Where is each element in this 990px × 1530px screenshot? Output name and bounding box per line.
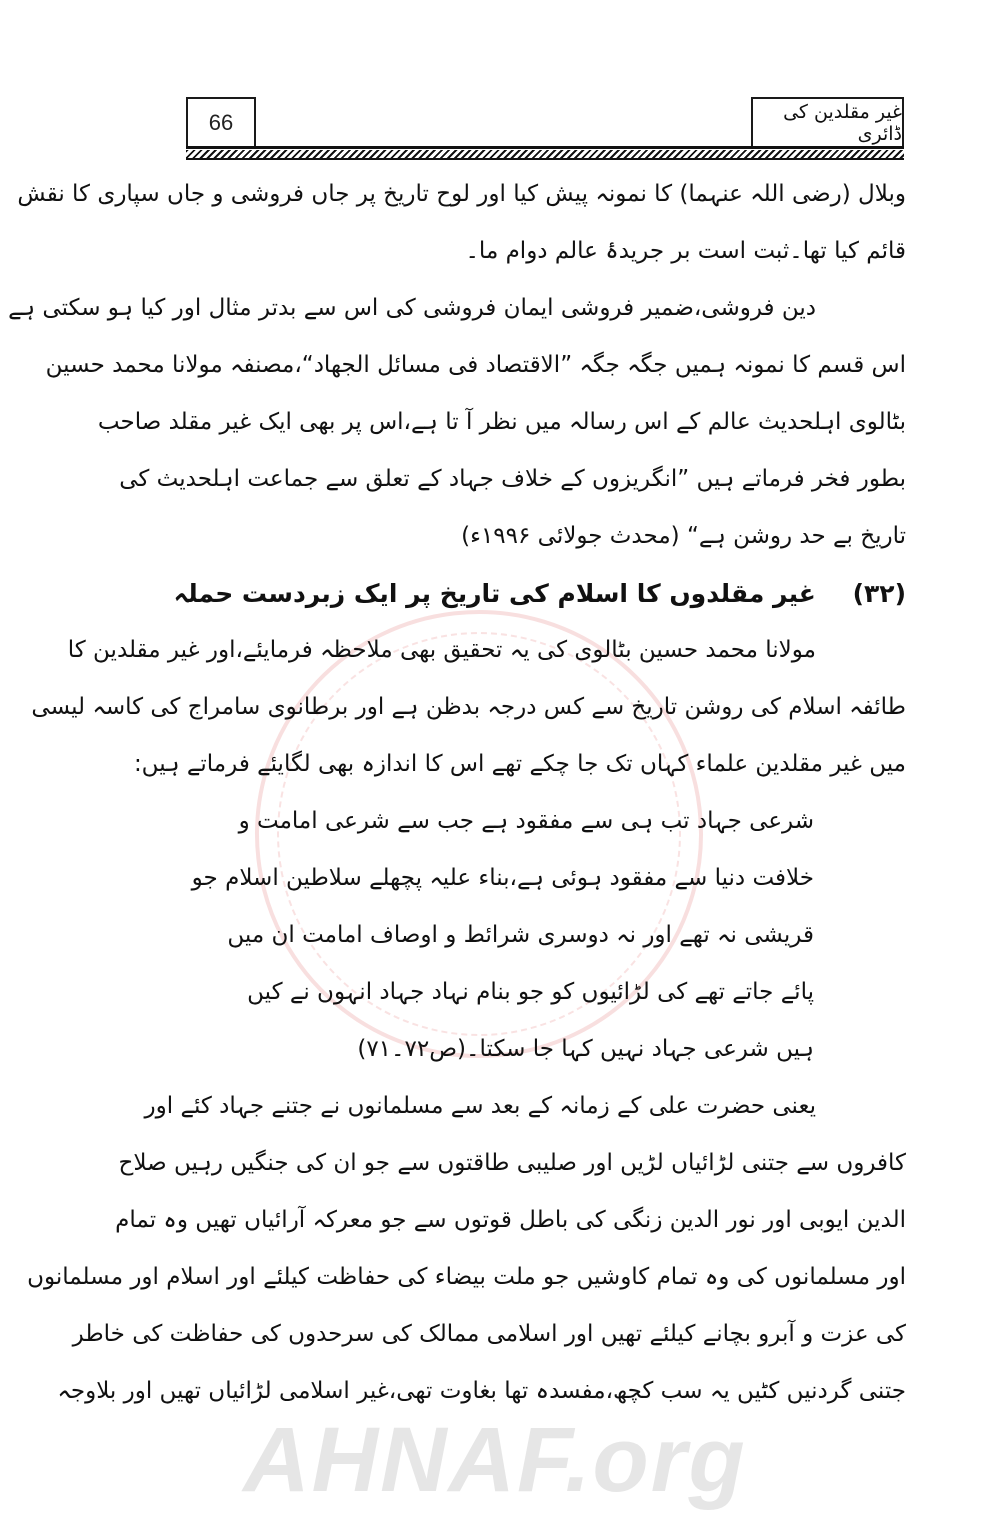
page-number: 66 [186,97,256,149]
text-line: کافروں سے جتنی لڑائیاں لڑیں اور صلیبی طاقتوں سے جو ان کی جنگیں رہیں صلاح [118,1150,906,1176]
text-line: الدین ایوبی اور نور الدین زنگی کی باطل قوتوں سے جو معرکہ آرائیاں تھیں وہ تمام [115,1207,906,1233]
text-line: وبلال (رضی اللہ عنہما) کا نمونہ پیش کیا اور لوح تاریخ پر جاں فروشی و جاں سپاری کا نقش [17,181,906,207]
quote-line: خلافت دنیا سے مفقود ہوئی ہے،بناء علیہ پچھلے سلاطین اسلام جو [191,865,814,891]
text-line: کی عزت و آبرو بچانے کیلئے تھیں اور اسلامی ممالک کی سرحدوں کی حفاظت کی خاطر [72,1321,906,1347]
section-title: غیر مقلدوں کا اسلام کی تاریخ پر ایک زبردست حملہ [173,579,816,608]
quote-line: شرعی جہاد تب ہی سے مفقود ہے جب سے شرعی امامت و [238,808,814,834]
text-line: قائم کیا تھا۔ثبت است بر جریدۂ عالم دوام ما۔ [465,238,906,264]
text-line: اس قسم کا نمونہ ہمیں جگہ جگہ ”الاقتصاد فی مسائل الجھاد“،مصنفہ مولانا محمد حسین [45,352,906,378]
text-line: میں غیر مقلدین علماء کہاں تک جا چکے تھے اس کا اندازہ بھی لگایئے فرماتے ہیں: [133,751,906,777]
text-line: مولانا محمد حسین بٹالوی کی یہ تحقیق بھی ملاحظہ فرمایئے،اور غیر مقلدین کا [67,637,816,663]
book-title: غیر مقلدین کی ڈائری [751,97,904,149]
body-text [8,166,906,1420]
text-line: بٹالوی اہلحدیث عالم کے اس رسالہ میں نظر آ تا ہے،اس پر بھی ایک غیر مقلد صاحب [97,409,906,435]
header-chain-border [186,150,904,158]
quote-line: ہیں شرعی جہاد نہیں کہا جا سکتا۔(ص۷۲۔۷۱) [357,1036,814,1062]
text-line: دین فروشی،ضمیر فروشی ایمان فروشی کی اس سے بدتر مثال اور کیا ہو سکتی ہے [8,295,816,321]
text-line: بطور فخر فرماتے ہیں ”انگریزوں کے خلاف جہاد کے تعلق سے جماعت اہلحدیث کی [119,466,906,492]
text-line: تاریخ بے حد روشن ہے“ (محدث جولائی ۱۹۹۶ء) [461,523,906,549]
site-watermark: AHNAF.org [243,1409,747,1511]
text-line: طائفہ اسلام کی روشن تاریخ سے کس درجہ بدظن ہے اور برطانوی سامراج کی کاسہ لیسی [31,694,906,720]
quote-line: پائے جاتے تھے کی لڑائیوں کو جو بنام نہاد جہاد انہوں نے کیں [247,979,814,1005]
header-rule [186,158,904,160]
section-heading [173,565,906,622]
quote-line: قریشی نہ تھے اور نہ دوسری شرائط و اوصاف امامت ان میں [227,922,814,948]
text-line: جتنی گردنیں کٹیں یہ سب کچھ،مفسدہ تھا بغاوت تھی،غیر اسلامی لڑائیاں تھیں اور بلاوجہ [57,1378,906,1404]
section-number: (۳۲) [852,579,906,608]
text-line: اور مسلمانوں کی وہ تمام کاوشیں جو ملت بیضاء کی حفاظت کیلئے اور اسلام اور مسلمانوں [27,1264,906,1290]
header-rule [186,146,904,149]
text-line: یعنی حضرت علی کے زمانہ کے بعد سے مسلمانوں نے جتنے جہاد کئے اور [144,1093,816,1119]
